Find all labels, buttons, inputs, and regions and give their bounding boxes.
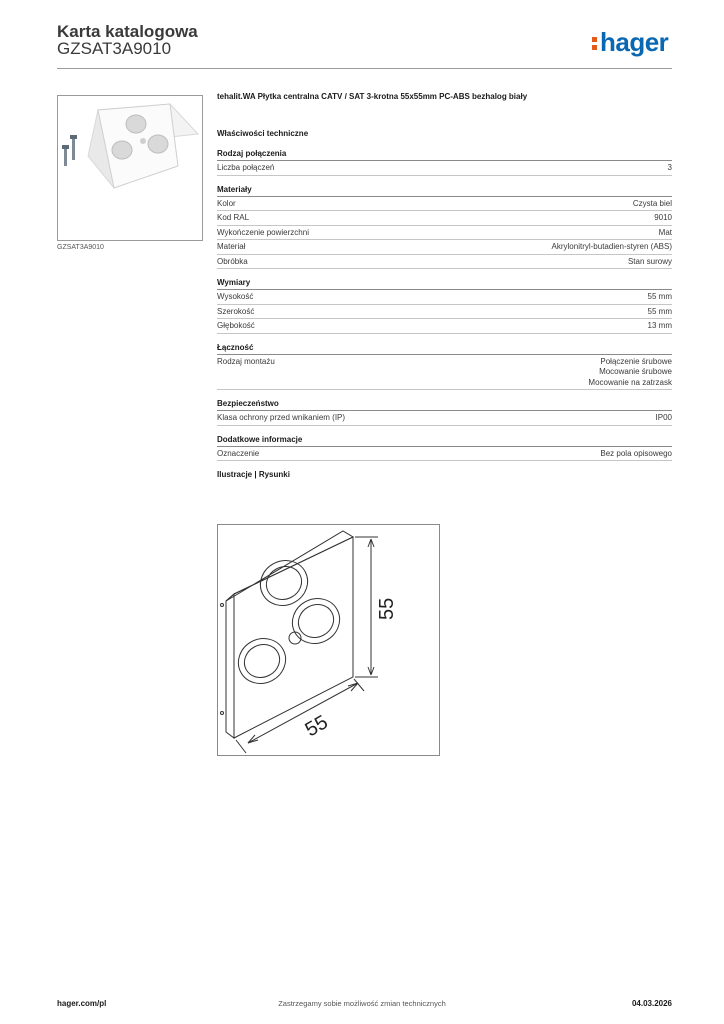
property-row	[217, 411, 672, 426]
property-value-line: IP00	[655, 413, 672, 422]
property-value	[628, 257, 672, 268]
property-value	[552, 242, 672, 253]
property-value-line: Czysta biel	[632, 198, 672, 208]
property-value	[633, 199, 672, 210]
property-value	[656, 413, 672, 424]
property-value	[648, 321, 672, 332]
property-label: Materiał	[217, 242, 246, 251]
property-value-line: Mocowanie śrubowe	[599, 367, 672, 376]
product-photo-icon	[58, 96, 202, 240]
property-label: Klasa ochrony przed wnikaniem (IP)	[217, 413, 346, 422]
property-label: Oznaczenie	[217, 448, 260, 458]
page-title: Karta katalogowa	[57, 22, 198, 41]
group-title: Bezpieczeństwo	[217, 399, 672, 411]
illustrations-title: Ilustracje | Rysunki	[217, 470, 290, 479]
group-title: Rodzaj połączenia	[217, 149, 672, 161]
property-value	[668, 163, 672, 174]
property-group	[217, 278, 672, 334]
property-row	[217, 355, 672, 391]
property-value	[588, 357, 672, 389]
property-label: Kolor	[217, 198, 236, 208]
header-divider	[57, 68, 672, 69]
property-group	[217, 343, 672, 391]
property-row	[217, 211, 672, 226]
property-row	[217, 255, 672, 270]
property-value	[600, 449, 672, 460]
dimension-drawing-icon	[218, 525, 439, 755]
group-title: Dodatkowe informacje	[217, 435, 672, 447]
product-title: tehalit.WA Płytka centralna CATV / SAT 3-krotna 55x55mm PC-ABS bezhalog biały	[217, 92, 528, 101]
product-thumbnail	[57, 95, 203, 241]
property-value-line: 9010	[654, 213, 672, 222]
property-label: Szerokość	[217, 306, 255, 316]
footer-disclaimer: Zastrzegamy sobie możliwość zmian technicznych	[278, 999, 446, 1008]
property-row	[217, 290, 672, 305]
property-value-line: Połączenie śrubowe	[600, 356, 672, 366]
thumbnail-caption: GZSAT3A9010	[57, 244, 104, 251]
property-group	[217, 435, 672, 462]
property-value-line: Bez pola opisowego	[600, 448, 672, 458]
property-label: Rodzaj montażu	[217, 356, 275, 366]
property-row	[217, 197, 672, 212]
property-value-line: Mocowanie na zatrzask	[588, 377, 672, 387]
hager-logo	[592, 27, 668, 58]
property-label: Głębokość	[217, 321, 255, 330]
footer-date: 04.03.2026	[631, 999, 672, 1008]
properties-list	[217, 149, 672, 461]
property-label: Wysokość	[217, 292, 254, 301]
group-title: Łączność	[217, 343, 672, 355]
property-value-line: 55 mm	[647, 292, 672, 301]
property-group	[217, 185, 672, 270]
section-title: Właściwości techniczne	[217, 129, 309, 138]
property-row	[217, 447, 672, 462]
property-value-line: Stan surowy	[627, 256, 672, 266]
height-dimension-label: 55	[376, 597, 398, 620]
property-value	[654, 213, 672, 224]
property-group	[217, 149, 672, 176]
property-value-line: 3	[667, 163, 672, 172]
width-dimension-label: 55	[301, 711, 332, 742]
property-row	[217, 161, 672, 176]
property-value	[648, 307, 672, 318]
group-title: Materiały	[217, 185, 672, 197]
property-label: Obróbka	[217, 256, 248, 266]
property-label: Wykończenie powierzchni	[217, 227, 309, 237]
footer-website: hager.com/pl	[57, 999, 107, 1008]
property-value	[659, 228, 672, 239]
product-details	[217, 92, 672, 487]
logo-text: hager	[600, 27, 669, 57]
property-value-line: 55 mm	[647, 306, 672, 316]
property-value	[648, 292, 672, 303]
product-code: GZSAT3A9010	[57, 39, 172, 58]
property-row	[217, 305, 672, 320]
property-value-line: 13 mm	[647, 321, 672, 330]
property-value-line: Mat	[658, 227, 672, 237]
technical-drawing	[217, 524, 440, 756]
group-title: Wymiary	[217, 278, 672, 290]
property-label: Kod RAL	[217, 213, 250, 222]
property-row	[217, 226, 672, 241]
logo-dots-icon	[592, 33, 598, 52]
property-row	[217, 319, 672, 334]
property-group	[217, 399, 672, 426]
property-label: Liczba połączeń	[217, 163, 275, 172]
property-value-line: Akrylonitryl-butadien-styren (ABS)	[551, 242, 672, 251]
property-row	[217, 240, 672, 255]
